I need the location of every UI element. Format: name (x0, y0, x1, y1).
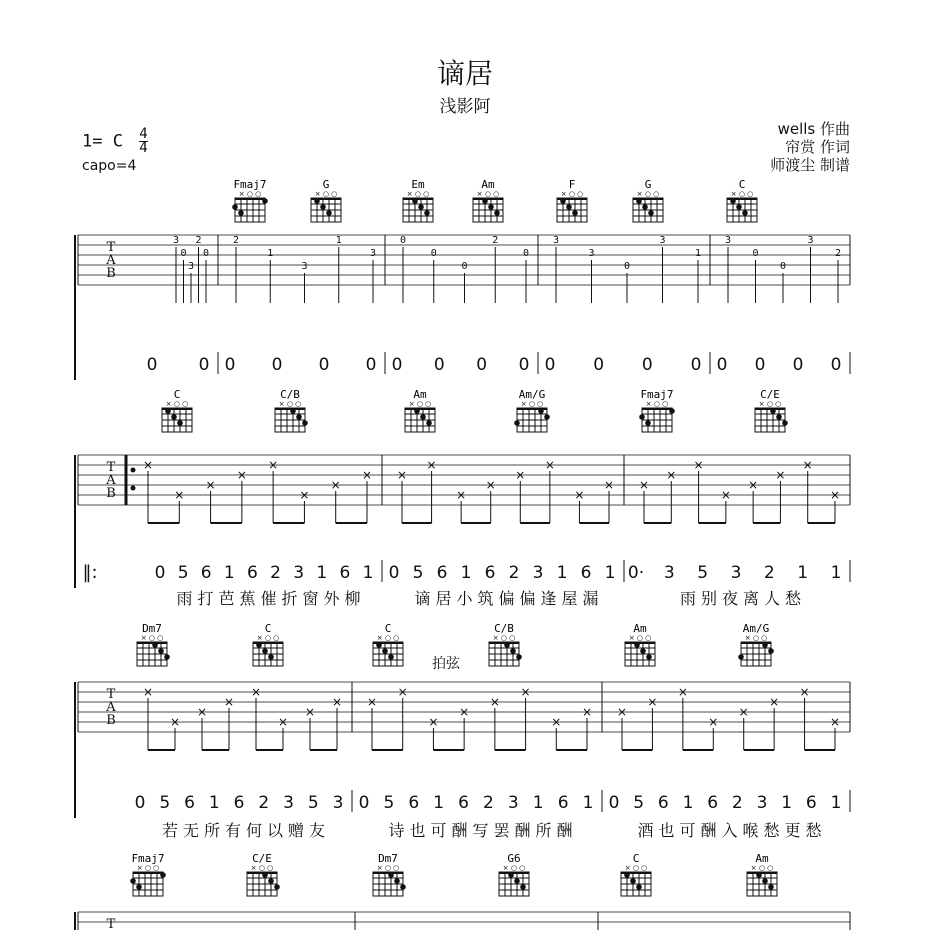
chord-diagram-am-g (738, 622, 774, 666)
jianpu-note: 1 (362, 563, 374, 583)
chord-name: Dm7 (142, 622, 162, 635)
tab-mute-mark: × (426, 458, 437, 472)
tab-mute-mark: × (459, 705, 470, 719)
tab-mute-mark: × (361, 468, 373, 482)
jianpu-note: 0 (154, 563, 166, 583)
tab-mute-mark: × (581, 705, 593, 719)
chord-diagram-em (403, 178, 433, 222)
tab-fret-number: 1 (694, 248, 702, 259)
tab-mute-mark: × (142, 458, 154, 472)
jianpu-note: 5 (633, 793, 645, 813)
svg-text:× ○ ○: × ○ ○ (278, 400, 302, 408)
jianpu-note: 3 (663, 563, 675, 583)
svg-text:× ○ ○: × ○ ○ (165, 400, 189, 408)
jianpu-note: 1 (781, 793, 793, 813)
key-text: 1= C (82, 131, 123, 152)
jianpu-note: 1 (604, 563, 616, 583)
tab-fret-number: 2 (232, 235, 240, 246)
jianpu-note: 2 (483, 793, 494, 813)
tab-mute-mark: × (769, 695, 780, 709)
svg-text:× ○ ○: × ○ ○ (744, 634, 768, 642)
tab-clef-letter: B (106, 713, 116, 728)
tab-fret-number: 3 (588, 248, 595, 259)
tab-mute-mark: × (397, 685, 408, 699)
tab-mute-mark: × (366, 695, 378, 709)
technique-annotation: 拍弦 (432, 656, 460, 672)
tab-fret-number: 3 (552, 235, 560, 246)
lyric-line: 酒也可酬入喉愁更愁 (637, 821, 827, 840)
jianpu-note: 3 (332, 793, 344, 813)
jianpu-note: 6 (436, 563, 448, 583)
jianpu-note: 0 (792, 355, 804, 375)
chord-diagram-c-b (489, 622, 522, 666)
chord-name: C/B (280, 388, 300, 401)
jianpu-note: 6 (707, 793, 719, 813)
tab-mute-mark: × (647, 695, 658, 709)
tab-fret-number: 0 (522, 248, 530, 259)
jianpu-note: 5 (412, 563, 424, 583)
lyric-line: 谪居小筑偏偏逢屋漏 (414, 589, 604, 608)
tab-mute-mark: × (299, 488, 310, 502)
chord-name: Am (633, 622, 647, 635)
chord-name: Fmaj7 (233, 178, 267, 191)
chord-diagram-f (557, 178, 587, 222)
jianpu-note: 0 (641, 355, 653, 375)
tab-mute-mark: × (489, 695, 500, 709)
svg-text:× ○ ○: × ○ ○ (376, 634, 400, 642)
tab-clef-letter: T (106, 917, 116, 930)
tab-fret-number: 0 (461, 261, 468, 272)
chord-name: C/B (494, 622, 514, 635)
tab-mute-mark: × (616, 705, 628, 719)
tab-clef-letter: T (106, 687, 116, 702)
svg-text:× ○ ○: × ○ ○ (520, 400, 544, 408)
tab-mute-mark: × (677, 685, 688, 699)
tab-mute-mark: × (428, 715, 439, 729)
svg-text:× ○ ○: × ○ ○ (758, 400, 782, 408)
jianpu-note: 0 (146, 355, 158, 375)
tab-mute-mark: × (574, 488, 585, 502)
chord-diagram-c-e (247, 852, 280, 896)
svg-text:× ○ ○: × ○ ○ (560, 190, 584, 198)
tab-fret-number: 2 (834, 248, 842, 259)
svg-text:× ○ ○: × ○ ○ (408, 400, 432, 408)
chord-diagram-c (727, 178, 757, 222)
chord-diagram-am-g (514, 388, 550, 432)
svg-text:× ○ ○: × ○ ○ (314, 190, 338, 198)
tab-mute-mark: × (802, 458, 813, 472)
tab-fret-number: 0 (180, 248, 187, 259)
svg-text:× ○ ○: × ○ ○ (502, 864, 526, 872)
svg-text:× ○ ○: × ○ ○ (476, 190, 500, 198)
tab-mute-mark: × (236, 468, 247, 482)
jianpu-note: 2 (731, 793, 743, 813)
jianpu-note: 1 (556, 563, 568, 583)
tab-mute-mark: × (304, 705, 316, 719)
tab-fret-number: 0 (202, 248, 210, 259)
tab-fret-number: 0 (623, 261, 631, 272)
jianpu-repeat-start: ‖: (82, 562, 98, 583)
svg-text:× ○ ○: × ○ ○ (645, 400, 669, 408)
jianpu-note: 0 (608, 793, 620, 813)
chord-diagram-fmaj7 (639, 388, 675, 432)
chord-name: C (384, 622, 392, 635)
jianpu-note: 0 (224, 355, 236, 375)
chord-diagram-g (311, 178, 341, 222)
chord-name: C (632, 852, 640, 865)
chord-name: C/E (252, 852, 272, 865)
chord-name: Fmaj7 (131, 852, 165, 865)
tab-mute-mark: × (738, 705, 749, 719)
tab-mute-mark: × (223, 695, 235, 709)
tab-mute-mark: × (603, 478, 615, 492)
jianpu-note: 1 (223, 563, 235, 583)
chord-diagram-am (473, 178, 503, 222)
jianpu-note: 5 (383, 793, 395, 813)
jianpu-note: 1 (532, 793, 544, 813)
tab-clef-letter: A (106, 700, 116, 715)
tab-mute-mark: × (829, 715, 841, 729)
singer-name: 浅影阿 (439, 97, 491, 117)
jianpu-note: 6 (184, 793, 195, 813)
jianpu-note: 6 (408, 793, 420, 813)
svg-text:× ○ ○: × ○ ○ (492, 634, 516, 642)
svg-text:× ○ ○: × ○ ○ (628, 634, 652, 642)
jianpu-note: 0 (754, 355, 766, 375)
chord-diagram-fmaj7 (130, 852, 166, 896)
jianpu-note: 6 (247, 563, 258, 583)
tab-mute-mark: × (693, 458, 704, 472)
tab-fret-number: 3 (301, 261, 308, 272)
tab-clef-letter: B (106, 486, 116, 501)
tab-mute-mark: × (515, 468, 526, 482)
chord-name: Am (481, 178, 495, 191)
repeat-dot (131, 468, 136, 473)
tab-fret-number: 3 (724, 235, 732, 246)
tab-fret-number: 1 (335, 235, 342, 246)
time-top: 4 (139, 126, 148, 142)
credit-lyricist: 帘赏 作词 (785, 138, 850, 156)
lyric-line: 若无所有何以赠友 (161, 821, 331, 840)
jianpu-note: 2 (508, 563, 520, 583)
tab-clef-letter: A (106, 473, 116, 488)
svg-text:× ○ ○: × ○ ○ (624, 864, 648, 872)
jianpu-note: 0 (388, 563, 400, 583)
tab-mute-mark: × (174, 488, 185, 502)
chord-diagram-am (747, 852, 777, 896)
tab-mute-mark: × (544, 458, 555, 472)
chord-diagram-am (405, 388, 435, 432)
jianpu-note: 0 (593, 355, 605, 375)
tab-fret-number: 2 (492, 235, 499, 246)
svg-text:× ○ ○: × ○ ○ (250, 864, 274, 872)
jianpu-note: 6 (458, 793, 469, 813)
svg-text:× ○ ○: × ○ ○ (750, 864, 774, 872)
jianpu-note: 6 (233, 793, 245, 813)
chord-name: C/E (760, 388, 780, 401)
chord-name: Am (755, 852, 769, 865)
jianpu-note: 3 (507, 793, 519, 813)
tab-fret-number: 1 (267, 248, 274, 259)
jianpu-note: 1 (582, 793, 594, 813)
svg-text:× ○ ○: × ○ ○ (140, 634, 164, 642)
chord-name: C (173, 388, 181, 401)
jianpu-note: 6 (657, 793, 669, 813)
jianpu-note: 6 (339, 563, 351, 583)
chord-name: C (264, 622, 272, 635)
lyric-line: 雨打芭蕉催折窗外柳 (176, 589, 366, 608)
tab-mute-mark: × (250, 685, 262, 699)
chord-diagram-c-b (275, 388, 308, 432)
chord-name: G (644, 178, 652, 191)
jianpu-note: 5 (177, 563, 189, 583)
lyric-line: 诗也可酬写罢酬所酬 (388, 821, 578, 840)
svg-text:× ○ ○: × ○ ○ (238, 190, 262, 198)
jianpu-note: 5 (159, 793, 171, 813)
jianpu-note: 1 (797, 563, 809, 583)
jianpu-note: 1 (682, 793, 694, 813)
jianpu-note: 5 (697, 563, 709, 583)
jianpu-note: 0 (518, 355, 530, 375)
tab-mute-mark: × (268, 458, 279, 472)
chord-diagram-g (633, 178, 663, 222)
chord-diagram-c (621, 852, 651, 896)
jianpu-note: 0 (134, 793, 146, 813)
jianpu-note: 3 (756, 793, 768, 813)
tab-clef-letter: B (106, 266, 116, 281)
jianpu-note: 1 (830, 563, 842, 583)
tab-mute-mark: × (196, 705, 208, 719)
tab-fret-number: 0 (399, 235, 407, 246)
chord-diagram-fmaj7 (232, 178, 268, 222)
jianpu-note: 1 (830, 793, 842, 813)
chord-name: Dm7 (378, 852, 398, 865)
jianpu-note: 1 (208, 793, 220, 813)
tab-mute-mark: × (638, 478, 650, 492)
chord-name: Am (413, 388, 427, 401)
chord-name: G6 (507, 852, 521, 865)
tab-fret-number: 3 (807, 235, 814, 246)
tab-mute-mark: × (205, 478, 216, 492)
tab-fret-number: 3 (172, 235, 180, 246)
chord-diagram-dm7 (373, 852, 406, 896)
tab-clef-letter: T (106, 240, 116, 255)
tab-mute-mark: × (520, 685, 531, 699)
chord-name: Am/G (742, 622, 770, 635)
chord-diagram-dm7 (137, 622, 170, 666)
jianpu-note: 0 (365, 355, 377, 375)
tab-mute-mark: × (169, 715, 181, 729)
svg-text:× ○ ○: × ○ ○ (256, 634, 280, 642)
jianpu-note: 2 (270, 563, 281, 583)
jianpu-note: 1 (460, 563, 472, 583)
tab-fret-number: 3 (187, 261, 195, 272)
chord-diagram-c (162, 388, 192, 432)
jianpu-note: 6 (805, 793, 817, 813)
tab-mute-mark: × (142, 685, 154, 699)
jianpu-note: 0 (544, 355, 556, 375)
tab-mute-mark: × (456, 488, 467, 502)
tab-mute-mark: × (396, 468, 408, 482)
jianpu-note: 2 (258, 793, 270, 813)
jianpu-note: 5 (307, 793, 319, 813)
chord-diagram-am (625, 622, 655, 666)
jianpu-note: 3 (293, 563, 305, 583)
jianpu-note: 1 (433, 793, 445, 813)
tab-fret-number: 0 (430, 248, 437, 259)
chord-name: F (568, 178, 576, 191)
tab-mute-mark: × (708, 715, 719, 729)
tab-fret-number: 0 (752, 248, 759, 259)
jianpu-note: 0 (391, 355, 403, 375)
jianpu-note: 3 (730, 563, 742, 583)
svg-text:× ○ ○: × ○ ○ (730, 190, 754, 198)
lyric-line: 雨别夜离人愁 (679, 589, 807, 608)
jianpu-note: 0 (198, 355, 210, 375)
jianpu-note: 0 (271, 355, 283, 375)
chord-name: G (322, 178, 330, 191)
jianpu-note: 0 (716, 355, 728, 375)
tab-mute-mark: × (666, 468, 677, 482)
jianpu-note: 0 (830, 355, 842, 375)
chord-diagram-c-e (755, 388, 788, 432)
jianpu-note: 6 (580, 563, 592, 583)
svg-text:× ○ ○: × ○ ○ (636, 190, 660, 198)
tab-mute-mark: × (331, 695, 343, 709)
tab-mute-mark: × (829, 488, 841, 502)
jianpu-note: 0 (318, 355, 330, 375)
tab-mute-mark: × (485, 478, 496, 492)
jianpu-note: 6 (557, 793, 569, 813)
repeat-dot (131, 486, 136, 491)
jianpu-note: 3 (532, 563, 544, 583)
jianpu-note: 6 (484, 563, 496, 583)
chord-diagram-g6 (499, 852, 529, 896)
chord-name: Em (411, 178, 425, 191)
tab-mute-mark: × (799, 685, 810, 699)
svg-text:× ○ ○: × ○ ○ (136, 864, 160, 872)
tab-clef-letter: T (106, 460, 116, 475)
tab-fret-number: 3 (369, 248, 377, 259)
credit-transcriber: 师渡尘 制谱 (770, 156, 850, 174)
jianpu-note: 0 (358, 793, 370, 813)
tab-fret-number: 0 (779, 261, 787, 272)
tab-clef-letter: A (106, 253, 116, 268)
tab-mute-mark: × (720, 488, 731, 502)
jianpu-note: 0· (627, 563, 645, 583)
jianpu-note: 0 (690, 355, 702, 375)
jianpu-note: 0 (433, 355, 445, 375)
jianpu-note: 0 (476, 355, 488, 375)
tab-mute-mark: × (551, 715, 562, 729)
song-title: 谪居 (436, 57, 493, 90)
chord-diagram-c (253, 622, 283, 666)
chord-name: Fmaj7 (640, 388, 674, 401)
jianpu-note: 6 (200, 563, 212, 583)
credit-composer: wells 作曲 (777, 120, 850, 138)
chord-name: Am/G (518, 388, 546, 401)
tab-fret-number: 3 (659, 235, 666, 246)
svg-text:× ○ ○: × ○ ○ (376, 864, 400, 872)
svg-text:× ○ ○: × ○ ○ (406, 190, 430, 198)
jianpu-note: 3 (283, 793, 294, 813)
tab-mute-mark: × (277, 715, 289, 729)
tab-mute-mark: × (775, 468, 786, 482)
jianpu-note: 1 (316, 563, 328, 583)
chord-diagram-c (373, 622, 403, 666)
chord-name: C (738, 178, 746, 191)
capo-label: capo=4 (82, 158, 137, 174)
time-bottom: 4 (139, 140, 148, 156)
tab-mute-mark: × (330, 478, 341, 492)
tab-mute-mark: × (748, 478, 759, 492)
jianpu-note: 2 (763, 563, 775, 583)
tab-fret-number: 2 (195, 235, 202, 246)
